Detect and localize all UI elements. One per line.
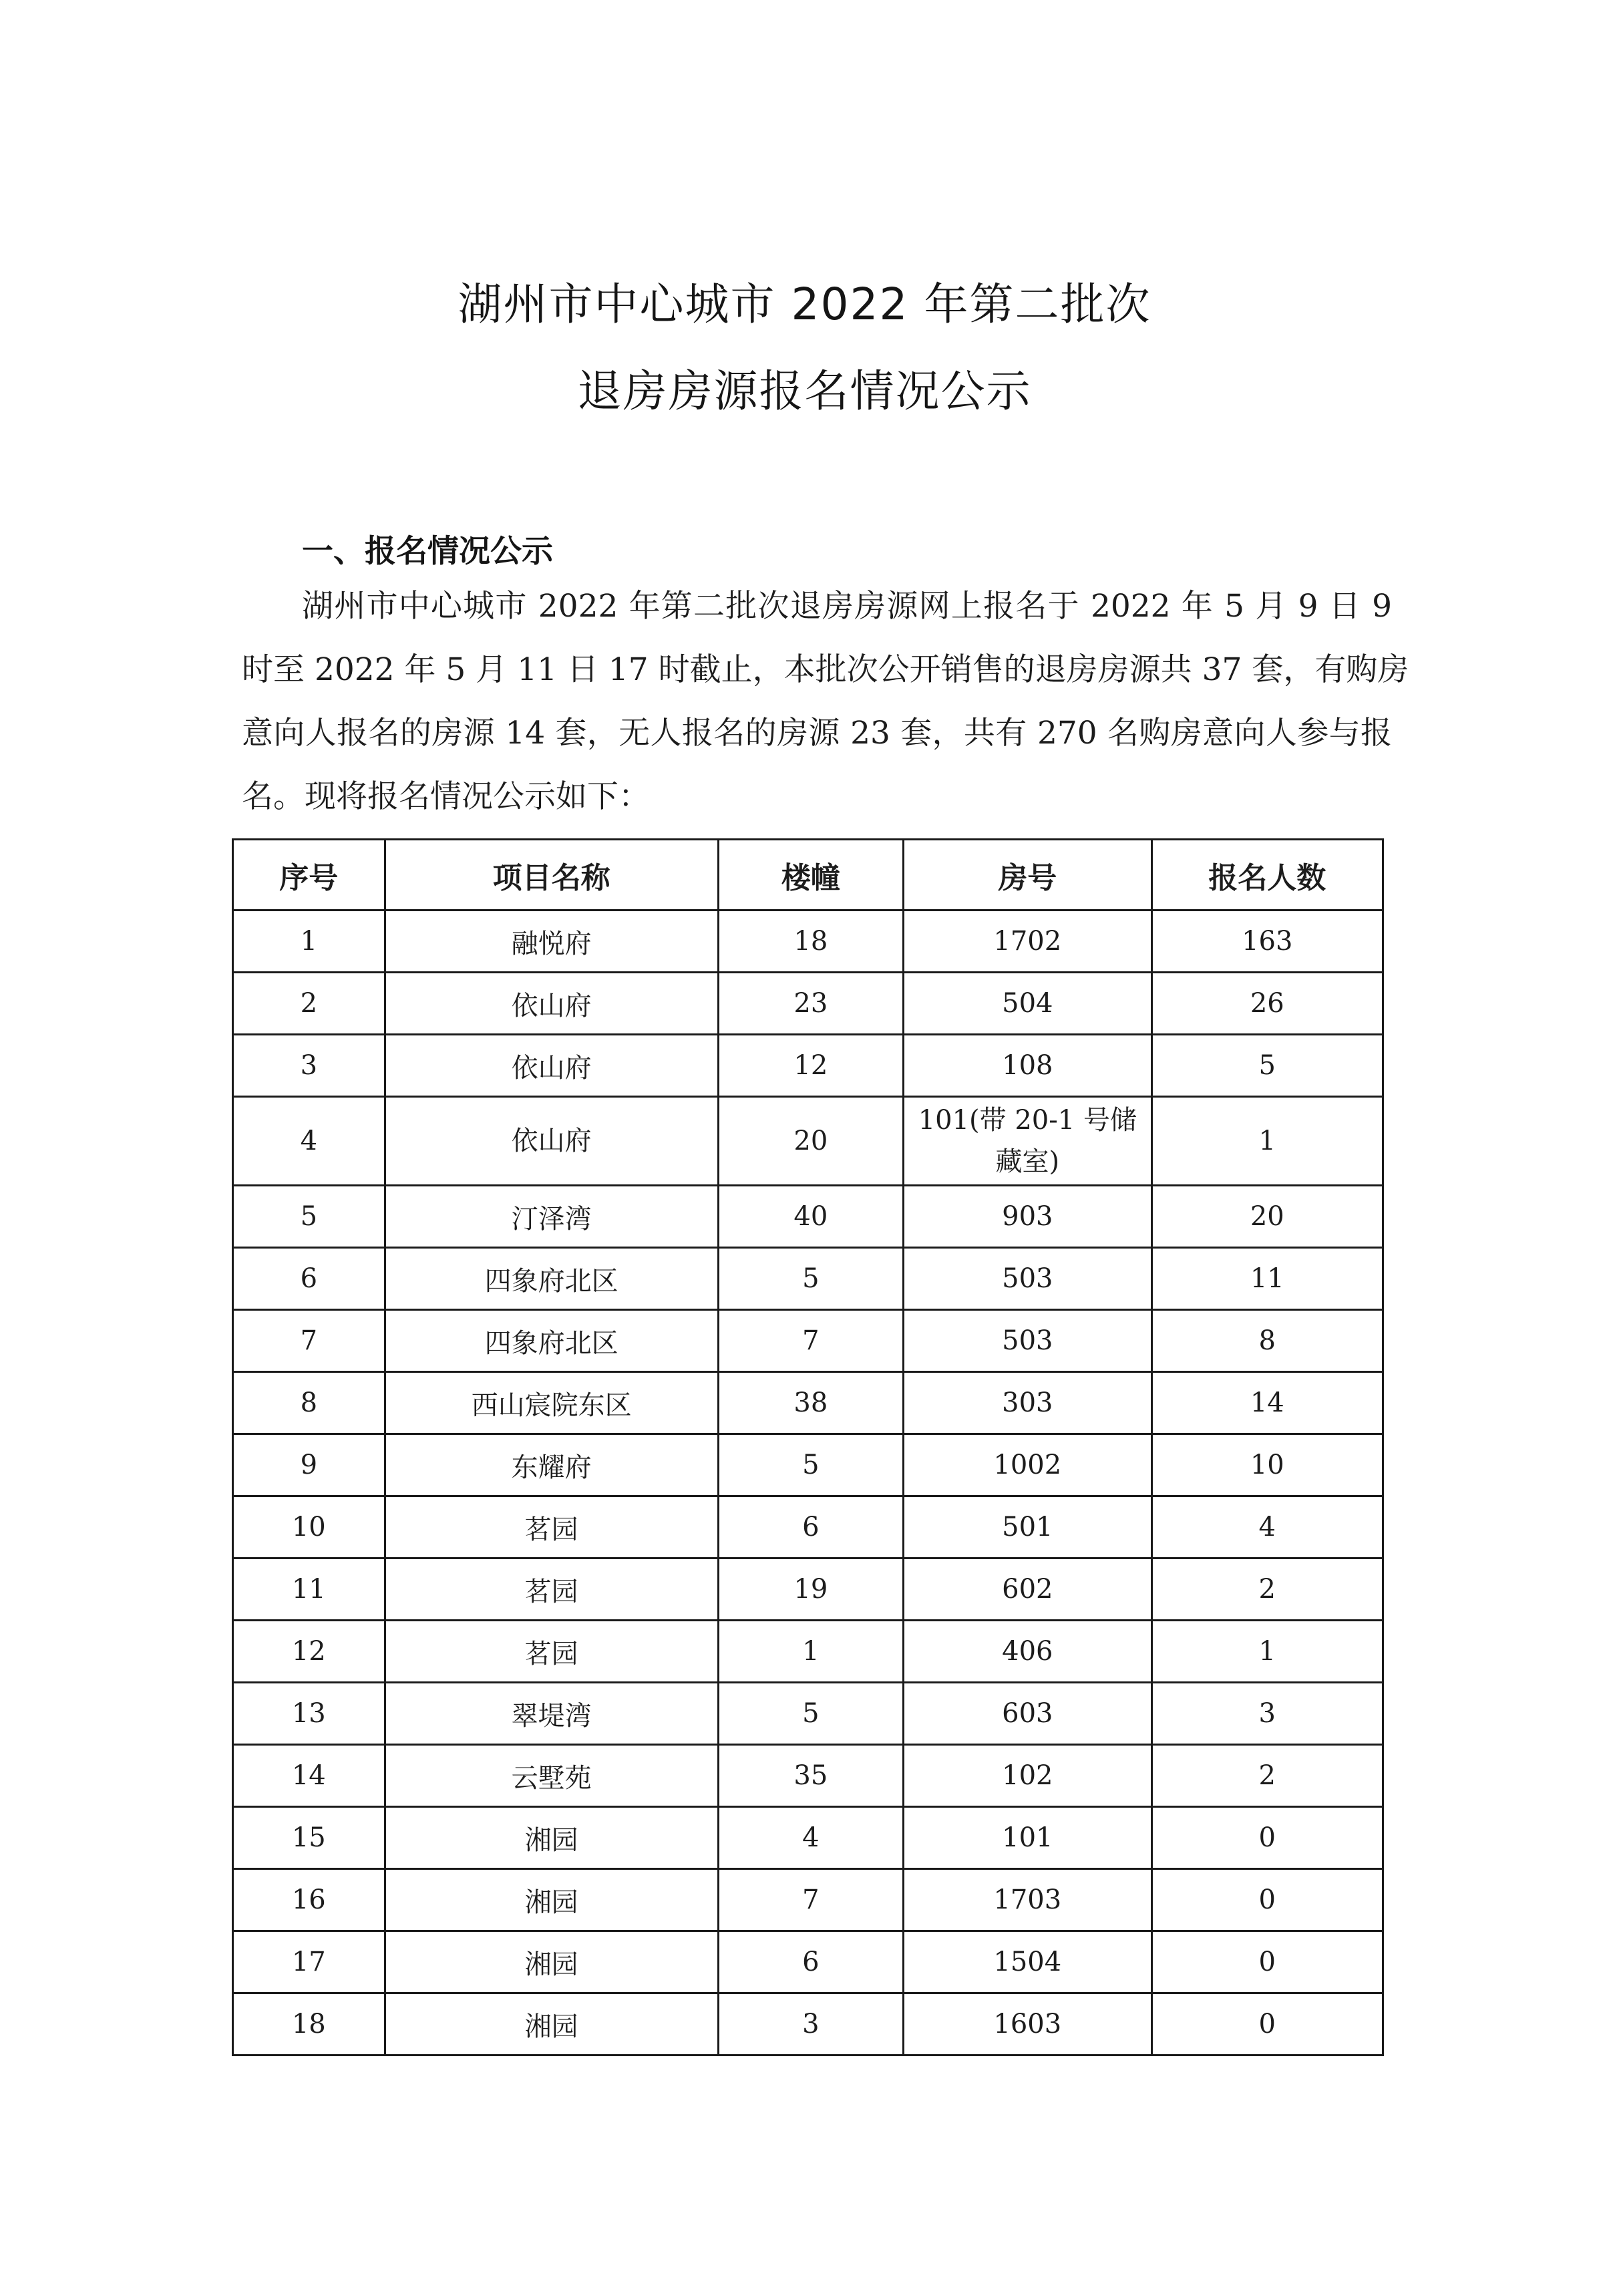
table-row — [233, 1434, 1383, 1496]
cell-building: 23 — [718, 973, 904, 1035]
header-applicant-count: 报名人数 — [1151, 840, 1383, 911]
table-row — [233, 911, 1383, 973]
cell-serial: 3 — [233, 1035, 385, 1097]
cell-room-number: 504 — [904, 973, 1151, 1035]
cell-room-number: 1002 — [904, 1434, 1151, 1496]
cell-applicant-count: 14 — [1151, 1372, 1383, 1434]
cell-building: 12 — [718, 1035, 904, 1097]
cell-serial: 5 — [233, 1186, 385, 1248]
cell-project-name: 湘园 — [385, 1931, 718, 1993]
header-project-name: 项目名称 — [385, 840, 718, 911]
cell-room-number: 1603 — [904, 1993, 1151, 2056]
table-row — [233, 1993, 1383, 2056]
cell-building: 38 — [718, 1372, 904, 1434]
cell-building: 5 — [718, 1248, 904, 1310]
cell-room-number: 503 — [904, 1248, 1151, 1310]
cell-applicant-count: 163 — [1151, 911, 1383, 973]
cell-building: 35 — [718, 1745, 904, 1807]
cell-serial: 17 — [233, 1931, 385, 1993]
table-row — [233, 1310, 1383, 1372]
registration-table — [232, 838, 1384, 2056]
table-row — [233, 1683, 1383, 1745]
cell-project-name: 云墅苑 — [385, 1745, 718, 1807]
cell-project-name: 汀泽湾 — [385, 1186, 718, 1248]
cell-project-name: 湘园 — [385, 1869, 718, 1931]
cell-building: 7 — [718, 1310, 904, 1372]
table-row — [233, 1745, 1383, 1807]
cell-project-name: 依山府 — [385, 1035, 718, 1097]
cell-project-name: 茗园 — [385, 1621, 718, 1683]
cell-serial: 1 — [233, 911, 385, 973]
body-line: 湖州市中心城市 2022 年第二批次退房房源网上报名于 2022 年 5 月 9 日 9 — [302, 588, 1392, 625]
cell-serial: 12 — [233, 1621, 385, 1683]
cell-room-number: 1702 — [904, 911, 1151, 973]
cell-building: 3 — [718, 1993, 904, 2056]
table-row — [233, 973, 1383, 1035]
cell-project-name: 四象府北区 — [385, 1248, 718, 1310]
cell-project-name: 四象府北区 — [385, 1310, 718, 1372]
cell-room-number: 303 — [904, 1372, 1151, 1434]
table-row — [233, 1807, 1383, 1869]
table-row — [233, 1186, 1383, 1248]
cell-building: 7 — [718, 1869, 904, 1931]
table-row — [233, 1496, 1383, 1559]
cell-applicant-count: 2 — [1151, 1559, 1383, 1621]
table-row — [233, 1931, 1383, 1993]
cell-room-number: 108 — [904, 1035, 1151, 1097]
cell-serial: 6 — [233, 1248, 385, 1310]
cell-serial: 4 — [233, 1097, 385, 1186]
cell-project-name: 茗园 — [385, 1496, 718, 1559]
cell-serial: 11 — [233, 1559, 385, 1621]
cell-applicant-count: 0 — [1151, 1807, 1383, 1869]
cell-applicant-count: 0 — [1151, 1931, 1383, 1993]
document-title-line1: 湖州市中心城市 2022 年第二批次 — [458, 279, 1151, 330]
cell-applicant-count: 2 — [1151, 1745, 1383, 1807]
cell-room-number: 602 — [904, 1559, 1151, 1621]
cell-building: 4 — [718, 1807, 904, 1869]
cell-room-number: 503 — [904, 1310, 1151, 1372]
cell-building: 40 — [718, 1186, 904, 1248]
cell-room-number: 101(带 20-1 号储藏室) — [904, 1097, 1151, 1186]
cell-building: 6 — [718, 1496, 904, 1559]
cell-building: 1 — [718, 1621, 904, 1683]
table-header-row — [233, 840, 1383, 911]
cell-applicant-count: 4 — [1151, 1496, 1383, 1559]
cell-building: 5 — [718, 1434, 904, 1496]
cell-serial: 7 — [233, 1310, 385, 1372]
cell-building: 20 — [718, 1097, 904, 1186]
cell-building: 5 — [718, 1683, 904, 1745]
cell-project-name: 翠堤湾 — [385, 1683, 718, 1745]
cell-serial: 15 — [233, 1807, 385, 1869]
table-row — [233, 1372, 1383, 1434]
header-serial: 序号 — [233, 840, 385, 911]
table-row — [233, 1035, 1383, 1097]
table-row — [233, 1621, 1383, 1683]
cell-room-number: 501 — [904, 1496, 1151, 1559]
cell-applicant-count: 1 — [1151, 1621, 1383, 1683]
cell-serial: 10 — [233, 1496, 385, 1559]
cell-applicant-count: 3 — [1151, 1683, 1383, 1745]
body-line: 时至 2022 年 5 月 11 日 17 时截止，本批次公开销售的退房房源共 37 套，有购房 — [242, 651, 1409, 688]
cell-serial: 8 — [233, 1372, 385, 1434]
cell-project-name: 依山府 — [385, 1097, 718, 1186]
cell-serial: 9 — [233, 1434, 385, 1496]
cell-serial: 14 — [233, 1745, 385, 1807]
cell-serial: 13 — [233, 1683, 385, 1745]
cell-room-number: 903 — [904, 1186, 1151, 1248]
cell-applicant-count: 26 — [1151, 973, 1383, 1035]
cell-room-number: 101 — [904, 1807, 1151, 1869]
cell-building: 18 — [718, 911, 904, 973]
table-row — [233, 1559, 1383, 1621]
cell-project-name: 东耀府 — [385, 1434, 718, 1496]
cell-applicant-count: 10 — [1151, 1434, 1383, 1496]
body-line: 意向人报名的房源 14 套，无人报名的房源 23 套，共有 270 名购房意向人参与报 — [242, 715, 1392, 752]
header-room-number: 房号 — [904, 840, 1151, 911]
cell-room-number: 1504 — [904, 1931, 1151, 1993]
cell-project-name: 西山宸院东区 — [385, 1372, 718, 1434]
header-building: 楼幢 — [718, 840, 904, 911]
cell-building: 19 — [718, 1559, 904, 1621]
cell-project-name: 融悦府 — [385, 911, 718, 973]
document-title-line2: 退房房源报名情况公示 — [577, 365, 1032, 417]
cell-project-name: 依山府 — [385, 973, 718, 1035]
cell-applicant-count: 0 — [1151, 1869, 1383, 1931]
table-row — [233, 1869, 1383, 1931]
table-row — [233, 1097, 1383, 1186]
cell-building: 6 — [718, 1931, 904, 1993]
cell-room-number: 603 — [904, 1683, 1151, 1745]
cell-applicant-count: 1 — [1151, 1097, 1383, 1186]
cell-applicant-count: 5 — [1151, 1035, 1383, 1097]
cell-serial: 18 — [233, 1993, 385, 2056]
section-heading: 一、报名情况公示 — [302, 533, 553, 570]
cell-project-name: 湘园 — [385, 1993, 718, 2056]
cell-applicant-count: 8 — [1151, 1310, 1383, 1372]
cell-project-name: 湘园 — [385, 1807, 718, 1869]
cell-applicant-count: 11 — [1151, 1248, 1383, 1310]
cell-room-number: 406 — [904, 1621, 1151, 1683]
cell-serial: 16 — [233, 1869, 385, 1931]
body-paragraph — [242, 575, 1409, 828]
table-row — [233, 1248, 1383, 1310]
cell-project-name: 茗园 — [385, 1559, 718, 1621]
cell-applicant-count: 20 — [1151, 1186, 1383, 1248]
cell-applicant-count: 0 — [1151, 1993, 1383, 2056]
cell-room-number: 102 — [904, 1745, 1151, 1807]
cell-serial: 2 — [233, 973, 385, 1035]
cell-room-number: 1703 — [904, 1869, 1151, 1931]
body-line: 名。现将报名情况公示如下： — [242, 778, 650, 815]
